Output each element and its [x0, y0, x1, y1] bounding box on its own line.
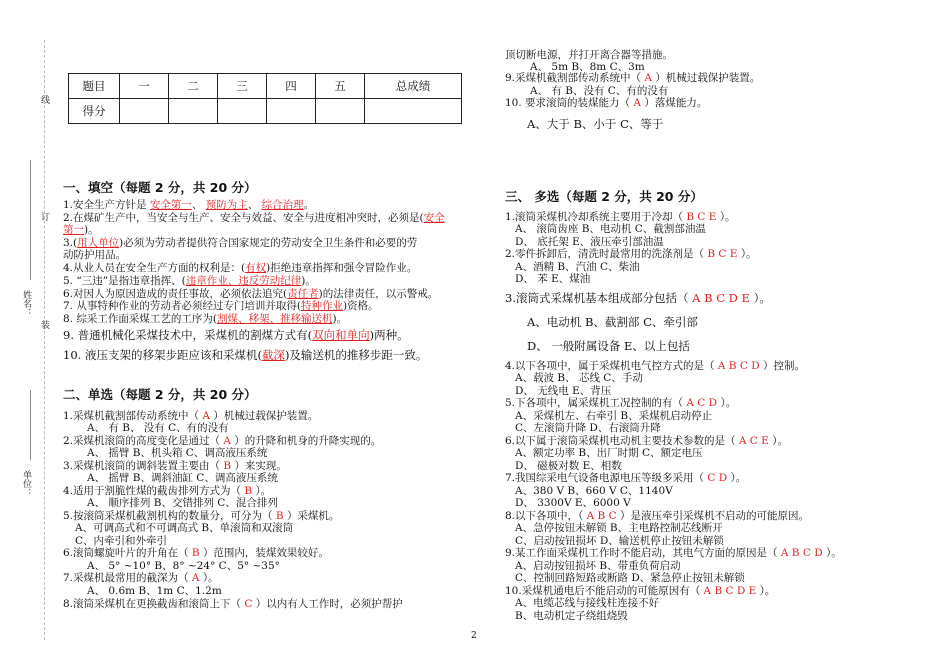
sec1-q3-cont: 动防护用品。 — [63, 249, 126, 261]
sec3-q7-options-2: D、 3300V E、6000 V — [515, 497, 631, 509]
score-header-cell: 总成绩 — [365, 74, 462, 99]
sec2-q3-options: A、 摇臂 B、调斜油缸 C、调高液压系统 — [87, 472, 278, 484]
answer: 有权 — [245, 262, 267, 274]
binding-mark-1: 订 — [39, 212, 49, 221]
score-header-cell: 二 — [169, 74, 218, 99]
binding-mark-2: 线 — [39, 95, 49, 104]
sec1-title: 一、填空（每题 2 分，共 20 分） — [63, 180, 257, 195]
sec3-q6-options-1: A、额定功率 B、出厂时期 C、额定电压 — [515, 447, 703, 459]
page-number: 2 — [471, 631, 477, 641]
sec3-q5-options-1: A、采煤机左、右牵引 B、采煤机启动停止 — [515, 410, 713, 422]
answer: B C E — [686, 211, 717, 223]
answer: A C E — [738, 435, 769, 447]
sec3-q1-options-1: A、 滚筒齿座 B、电动机 C、截割部油温 — [515, 223, 706, 235]
name-underline — [30, 160, 31, 280]
sec1-q5: 5. “三违”是指违章指挥、(违章作业、违反劳动纪律)。 — [63, 275, 316, 287]
sec3-q5: 5.下各项中，属采煤机工况控制的有（ A C D ）。 — [505, 397, 737, 409]
class-underline — [30, 390, 31, 460]
sec1-q7: 7. 从事特种作业的劳动者必须经过专门培训并取得(特种作业)资格。 — [63, 300, 379, 312]
sec2-q10: 10. 要求滚筒的装煤能力（ A ）落煤能力。 — [505, 97, 708, 109]
sec2-q8: 8.滚筒采煤机在更换截齿和滚筒上下（ C ）以内有人工作时，必须护帮护 — [63, 598, 403, 610]
answer: 违章作业、违反劳动纪律 — [185, 275, 302, 287]
sec3-title: 三、 多选（每题 2 分，共 20 分） — [505, 189, 703, 204]
answer: B — [275, 510, 284, 522]
answer: 预防为主 — [205, 199, 248, 211]
answer: 特种作业 — [300, 300, 343, 312]
sec3-q3-options-1: A、电动机 B、截割部 C、牵引部 — [527, 315, 698, 329]
binding-class-label: 单位： — [21, 470, 31, 497]
answer: A B C D E — [692, 291, 750, 305]
sec3-q6: 6.以下属于滚筒采煤机电动机主要技术参数的是（ A C E ）。 — [505, 435, 788, 447]
answer: B — [244, 485, 253, 497]
answer: A — [644, 72, 652, 84]
answer: A B C D — [717, 360, 760, 372]
sec2-q2: 2.采煤机滚筒的高度变化是通过（ A ）的升降和机身的升降实现的。 — [63, 435, 382, 447]
sec2-q10-options: A、大于 B、小于 C、等于 — [527, 117, 664, 131]
answer: 第一 — [63, 224, 84, 236]
score-cell[interactable] — [120, 99, 169, 124]
sec2-q8-cont: 顶切断电源，并打开离合器等措施。 — [505, 49, 673, 61]
answer: 综合治理 — [261, 199, 304, 211]
answer: 双向和单向 — [312, 328, 370, 342]
answer: 安全 — [423, 212, 445, 224]
sec3-q1-options-2: D、 底托架 E、液压牵引部油温 — [515, 236, 664, 248]
score-cell[interactable] — [316, 99, 365, 124]
answer: B — [223, 460, 232, 472]
sec3-q2-options-1: A、酒精 B、汽油 C、柴油 — [515, 261, 640, 273]
sec2-q1: 1.采煤机截割部传动系统中（ A ）机械过载保护装置。 — [63, 410, 319, 422]
sec1-q1: 1.安全生产方针是 安全第一、 预防为主、 综合治理。 — [63, 199, 315, 211]
sec1-q2: 2.在煤矿生产中，当安全与生产、安全与效益、安全与进度相冲突时，必须是(安全 — [63, 212, 445, 224]
score-cell[interactable] — [365, 99, 462, 124]
sec2-q6: 6.滚筒螺旋叶片的升角在（ B ）范围内，装煤效果较好。 — [63, 547, 329, 559]
sec3-q4-options-1: A、载波 B、 芯线 C、手动 — [515, 372, 643, 384]
sec1-q3: 3.(用人单位)必须为劳动者提供符合国家规定的劳动安全卫生条件和必要的劳 — [63, 237, 418, 249]
score-header-cell: 一 — [120, 74, 169, 99]
answer: A B C D E — [703, 585, 757, 597]
answer: A C D — [686, 397, 718, 409]
answer: A — [191, 572, 200, 584]
sec2-q7: 7.采煤机最常用的截深为（ A ）。 — [63, 572, 219, 584]
answer: A — [223, 435, 231, 447]
sec3-q10-options-2: B、电动机定子绕组烧毁 — [515, 610, 628, 622]
answer: A — [202, 410, 210, 422]
answer: B — [191, 547, 200, 559]
sec3-q8-options-2: C、启动按钮损坏 D、输送机停止按钮未解锁 — [515, 535, 724, 547]
answer: C D — [707, 472, 728, 484]
sec3-q2: 2.零件拆卸后，清洗时最常用的洗涤剂是（ B C E ）。 — [505, 248, 757, 260]
sec2-q9-options: A、 有 B、没有 C、有的没有 — [530, 85, 669, 97]
sec1-q9: 9. 普通机械化采煤技术中，采煤机的割煤方式有(双向和单向)两种。 — [63, 328, 409, 342]
answer: A B C — [586, 510, 617, 522]
sec2-q5-options-2: C、内牵引和外牵引 — [75, 535, 168, 547]
score-table-score-row — [69, 99, 462, 124]
sec3-q6-options-2: D、 磁极对数 E、相数 — [515, 460, 622, 472]
binding-name-label: 姓名： — [21, 290, 31, 317]
sec3-q9-options-1: A、启动按钮损坏 B、带重负荷启动 — [515, 560, 681, 572]
sec1-q10: 10. 液压支架的移架步距应该和采煤机(截深)及输送机的推移步距一致。 — [63, 348, 428, 362]
score-cell[interactable] — [169, 99, 218, 124]
sec2-q5-options-1: A、可调高式和不可调高式 B、单滚筒和双滚筒 — [75, 522, 294, 534]
answer: 用人单位 — [77, 237, 120, 249]
score-table-header-row — [69, 74, 462, 99]
sec1-q2-cont: 第一)。 — [63, 224, 99, 236]
sec3-q4: 4.以下各项中，属于采煤机电气控方式的是（ A B C D ）控制。 — [505, 360, 805, 372]
sec2-q4-options: A、 顺序排列 B、交错排列 C、混合排列 — [87, 497, 278, 509]
answer: 责任者 — [287, 288, 319, 300]
sec3-q9-options-2: C、控制回路短路或断路 D、紧急停止按钮未解锁 — [515, 572, 745, 584]
answer: B C E — [707, 248, 738, 260]
score-header-cell: 四 — [267, 74, 316, 99]
sec3-q7-options-1: A、380 V B、660 V C、1140V — [515, 485, 673, 497]
sec2-q1-options: A、 有 B、 没有 C、有的没有 — [87, 422, 229, 434]
score-cell[interactable] — [267, 99, 316, 124]
score-cell[interactable] — [218, 99, 267, 124]
answer: 截深 — [261, 348, 285, 362]
sec3-q10: 10.采煤机通电后不能启动的可能原因有（ A B C D E ）。 — [505, 585, 776, 597]
sec2-q8-options: A、 5m B、8m C、3m — [530, 61, 645, 73]
score-header-cell: 五 — [316, 74, 365, 99]
sec3-q10-options-1: A、电缆芯线与接线柱连接不好 — [515, 597, 660, 609]
score-table — [68, 73, 462, 124]
sec2-q2-options: A、 摇臂 B、机头箱 C、调高液压系统 — [87, 447, 268, 459]
answer: C — [244, 598, 253, 610]
score-header-cell: 三 — [218, 74, 267, 99]
sec2-q3: 3.采煤机滚筒的调斜装置主要由（ B ）来实现。 — [63, 460, 287, 472]
sec3-q4-options-2: D、 无线电 E、背压 — [515, 385, 612, 397]
sec3-q2-options-2: D、 苯 E、煤油 — [515, 273, 591, 285]
sec1-q6: 6.对因人为原因造成的责任事故，必须依法追究(责任者)的法律责任，以示警戒。 — [63, 288, 439, 300]
sec3-q3-options-2: D、 一般附属设备 E、以上包括 — [527, 339, 690, 353]
sec2-title: 二、单选（每题 2 分，共 20 分） — [63, 387, 257, 402]
sec3-q8: 8.以下各项中，（ A B C ）是液压牵引采煤机不启动的可能原因。 — [505, 510, 809, 522]
sec3-q5-options-2: C、左滚筒升降 D、右滚筒升降 — [515, 422, 661, 434]
score-header-cell: 题目 — [69, 74, 120, 99]
answer: A B C D — [780, 547, 823, 559]
binding-line — [44, 40, 45, 640]
sec1-q4: 4.从业人员在安全生产方面的权利是：(有权)拒绝违章指挥和强令冒险作业。 — [63, 262, 418, 274]
sec1-q8: 8. 综采工作面采煤工艺的工序为(割煤、移架、推移输送机)。 — [63, 313, 348, 325]
score-row-label: 得分 — [69, 99, 120, 124]
sec3-q3: 3.滚筒式采煤机基本组成部分包括（ A B C D E ）。 — [505, 291, 771, 305]
sec3-q9: 9.某工作面采煤机工作时不能启动，其电气方面的原因是（ A B C D ）。 — [505, 547, 842, 559]
sec2-q5: 5.按滚筒采煤机截割机构的数量分，可分为（ B ）采煤机。 — [63, 510, 340, 522]
sec2-q7-options: A、 0.6m B、1m C、1.2m — [87, 585, 222, 597]
sec3-q7: 7.我国综采电气设备电源电压等级多采用（ C D ）。 — [505, 472, 747, 484]
sec2-q9: 9.采煤机截割部传动系统中（ A ）机械过载保护装置。 — [505, 72, 761, 84]
answer: 安全第一 — [149, 199, 192, 211]
sec3-q1: 1.滚筒采煤机冷却系统主要用于冷却（ B C E ）。 — [505, 211, 736, 223]
sec2-q4: 4.适用于割脆性煤的截齿排列方式为（ B ）。 — [63, 485, 272, 497]
sec3-q8-options-1: A、急停按钮未解锁 B、主电路控制芯线断开 — [515, 522, 723, 534]
answer: 割煤、移架、推移输送机 — [216, 313, 333, 325]
sec2-q6-options: A、 5° ~10° B、8° ~24° C、5° ~35° — [87, 560, 280, 572]
binding-mark-3: 装 — [39, 320, 49, 329]
answer: A — [633, 97, 641, 109]
